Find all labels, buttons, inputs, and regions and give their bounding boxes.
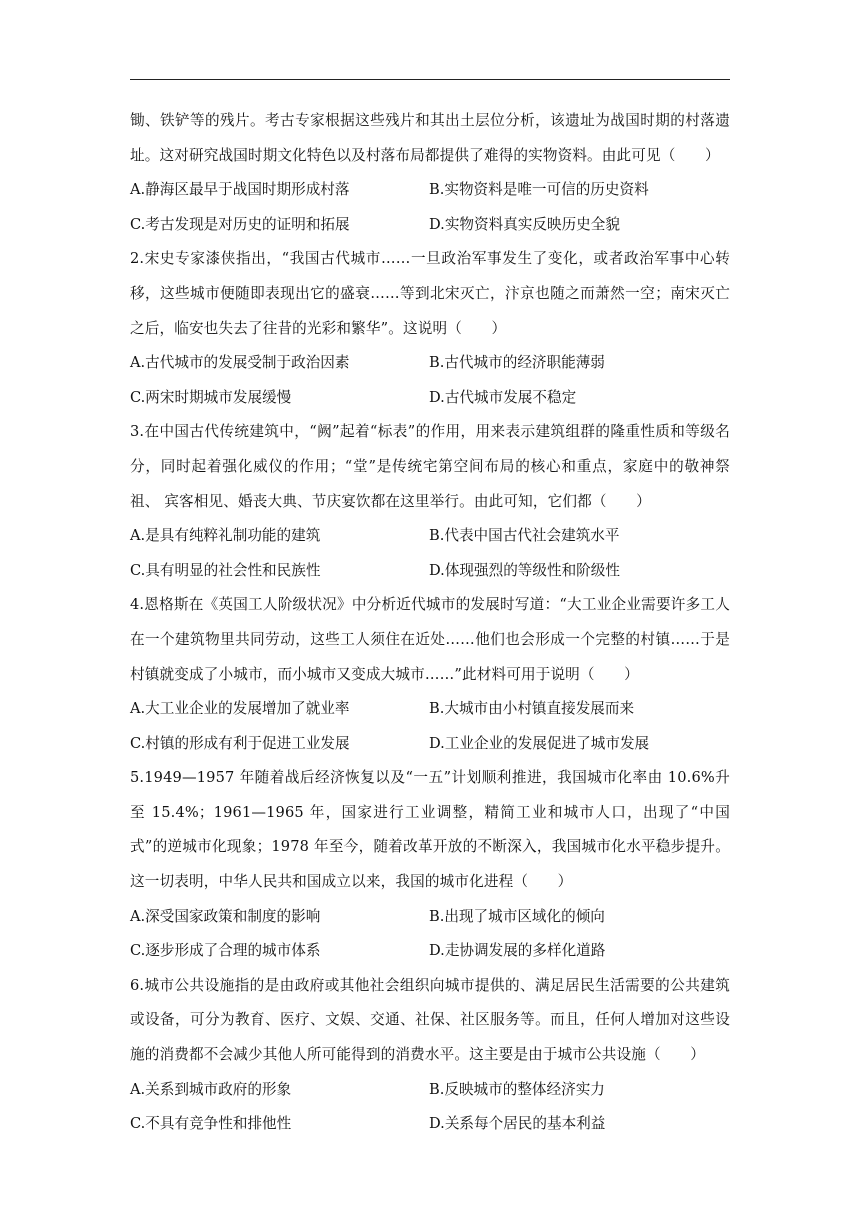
option-row bbox=[130, 934, 730, 969]
option-row bbox=[130, 1073, 730, 1108]
question-stem: 3.在中国古代传统建筑中，“阙”起着“标表”的作用，用来表示建筑组群的隆重性质和等级名分，同时起着强化威仪的作用；“堂”是传统宅第空间布局的核心和重点，家庭中的敬神祭祖、 宾客相见、婚丧大典、节庆宴饮都在这里举行。由此可知，它们都（ ） bbox=[130, 423, 730, 510]
option-c: C.村镇的形成有利于促进工业发展 bbox=[130, 734, 350, 752]
option-row bbox=[130, 692, 730, 727]
option-b: B.古代城市的经济职能薄弱 bbox=[429, 354, 605, 372]
option-c: C.不具有竞争性和排他性 bbox=[130, 1115, 292, 1133]
option-row bbox=[130, 900, 730, 935]
question-2 bbox=[130, 242, 730, 415]
option-a: A.深受国家政策和制度的影响 bbox=[130, 907, 321, 925]
option-row bbox=[130, 208, 730, 243]
option-d: D.古代城市发展不稳定 bbox=[429, 388, 577, 406]
option-b: B.出现了城市区域化的倾向 bbox=[429, 907, 605, 925]
question-6 bbox=[130, 969, 730, 1142]
option-a: A.静海区最早于战国时期形成村落 bbox=[130, 181, 350, 199]
question-5 bbox=[130, 761, 730, 969]
question-4 bbox=[130, 588, 730, 761]
question-stem: 2.宋史专家漆侠指出，“我国古代城市……一旦政治军事发生了变化，或者政治军事中心转移，这些城市便随即表现出它的盛衰……等到北宋灭亡，汴京也随之而萧然一空；南宋灭亡之后，临安也失去了往昔的光彩和繁华”。这说明（ ） bbox=[130, 250, 730, 337]
option-row bbox=[130, 173, 730, 208]
option-b: B.实物资料是唯一可信的历史资料 bbox=[429, 181, 649, 199]
option-row bbox=[130, 1107, 730, 1142]
question-stem: 6.城市公共设施指的是由政府或其他社会组织向城市提供的、满足居民生活需要的公共建筑或设备，可分为教育、医疗、文娱、交通、社保、社区服务等。而且，任何人增加对这些设施的消费都不会减少其他人所可能得到的消费水平。这主要是由于城市公共设施（ ） bbox=[130, 976, 730, 1064]
question-stem: 4.恩格斯在《英国工人阶级状况》中分析近代城市的发展时写道：“大工业企业需要许多工人在一个建筑物里共同劳动，这些工人须住在近处……他们也会形成一个完整的村镇……于是村镇就变成了小城市，而小城市又变成大城市……”此材料可用于说明（ ） bbox=[130, 596, 730, 683]
option-c: C.逐步形成了合理的城市体系 bbox=[130, 942, 321, 960]
question-3 bbox=[130, 415, 730, 588]
option-d: D.工业企业的发展促进了城市发展 bbox=[429, 734, 650, 752]
option-d: D.实物资料真实反映历史全貌 bbox=[429, 215, 620, 233]
option-row bbox=[130, 554, 730, 589]
option-a: A.大工业企业的发展增加了就业率 bbox=[130, 700, 350, 718]
option-b: B.反映城市的整体经济实力 bbox=[429, 1080, 605, 1098]
question-1 bbox=[130, 104, 730, 242]
question-stem: 锄、铁铲等的残片。考古专家根据这些残片和其出土层位分析，该遗址为战国时期的村落遗址。这对研究战国时期文化特色以及村落布局都提供了难得的实物资料。由此可见（ ） bbox=[130, 112, 730, 164]
option-a: A.是具有纯粹礼制功能的建筑 bbox=[130, 527, 321, 545]
option-d: D.走协调发展的多样化道路 bbox=[429, 942, 606, 960]
option-row bbox=[130, 381, 730, 416]
option-row bbox=[130, 346, 730, 381]
option-row bbox=[130, 519, 730, 554]
option-b: B.大城市由小村镇直接发展而来 bbox=[429, 700, 635, 718]
question-list bbox=[130, 104, 730, 1142]
option-row bbox=[130, 727, 730, 762]
question-stem: 5.1949—1957 年随着战后经济恢复以及“一五”计划顺利推进，我国城市化率由 10.6%升至 15.4%；1961—1965 年，国家进行工业调整，精简工业和城市人口，出现了“中国式”的逆城市化现象；1978 年至今，随着改革开放的不断深入，我国城市化水平稳步提升。这一切表明，中华人民共和国成立以来，我国的城市化进程（ ） bbox=[130, 769, 730, 891]
option-a: A.关系到城市政府的形象 bbox=[130, 1080, 292, 1098]
option-c: C.考古发现是对历史的证明和拓展 bbox=[130, 215, 350, 233]
option-c: C.两宋时期城市发展缓慢 bbox=[130, 388, 292, 406]
option-a: A.古代城市的发展受制于政治因素 bbox=[130, 354, 350, 372]
option-d: D.体现强烈的等级性和阶级性 bbox=[429, 561, 620, 579]
header-rule bbox=[130, 79, 730, 80]
option-d: D.关系每个居民的基本利益 bbox=[429, 1115, 606, 1133]
option-c: C.具有明显的社会性和民族性 bbox=[130, 561, 321, 579]
option-b: B.代表中国古代社会建筑水平 bbox=[429, 527, 620, 545]
